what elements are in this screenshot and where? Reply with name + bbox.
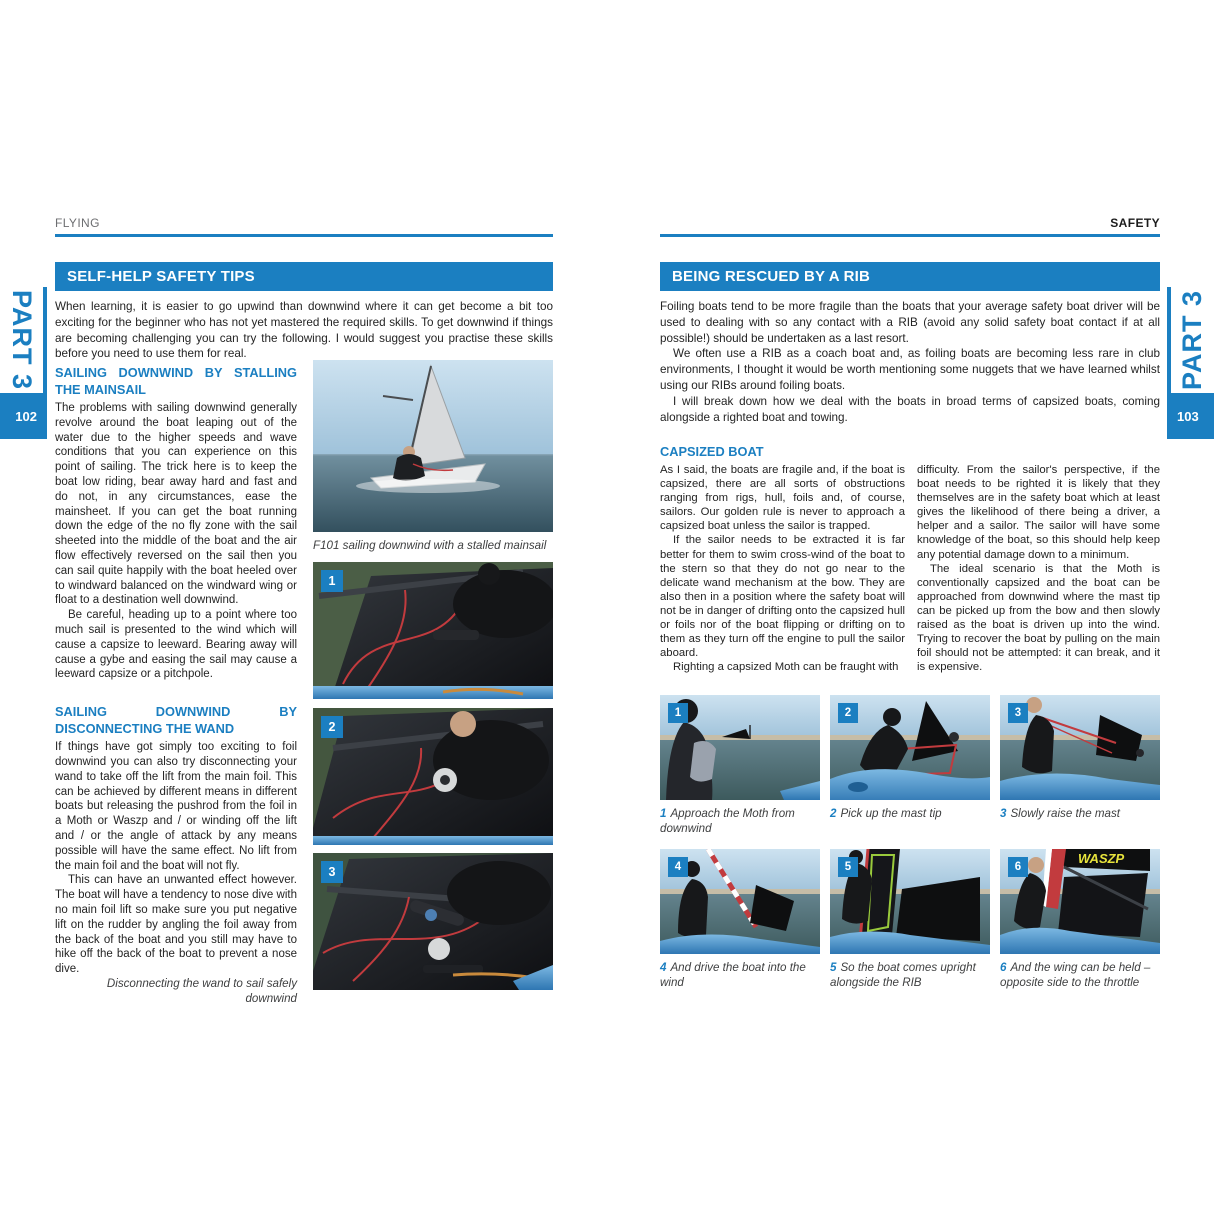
photo-wand-step-3 xyxy=(313,853,553,990)
caption-number: 2 xyxy=(830,807,837,820)
photo-caption-1 xyxy=(660,806,820,836)
step-badge: 3 xyxy=(1008,703,1028,723)
photo-rescue-step-6 xyxy=(1000,849,1160,954)
photo-wand-step-1-art xyxy=(313,562,553,699)
section-heading-capsized: CAPSIZED BOAT xyxy=(660,444,764,459)
moth-photo-caption: F101 sailing downwind with a stalled mainsail xyxy=(313,539,547,552)
caption-number: 4 xyxy=(660,961,667,974)
right-intro xyxy=(660,299,1160,425)
left-intro xyxy=(55,299,553,362)
wand-caption: Disconnecting the wand to sail safely downwind xyxy=(106,977,297,1005)
left-text-column xyxy=(55,365,297,977)
photo-rescue-step-3 xyxy=(1000,695,1160,800)
section-heading-wand: SAILING DOWNWIND BY DISCONNECTING THE WAND xyxy=(55,704,297,736)
photo-moth-sailing xyxy=(313,360,553,532)
caption-text: Slowly raise the mast xyxy=(1010,807,1120,820)
caption-text: And drive the boat into the wind xyxy=(660,961,806,989)
left-intro-paragraph: When learning, it is easier to go upwind than downwind where it can get become a bit too exciting for the beginner who has not yet mastered the required skills. To get downwind if things are becoming challenging you can try the following. I would suggest you practise these skills before you need to use them for real. xyxy=(55,300,553,361)
caption-number: 6 xyxy=(1000,961,1007,974)
header-rule-right xyxy=(660,234,1160,237)
caption-text: Approach the Moth from downwind xyxy=(660,807,795,835)
body-paragraph: If things have got simply too exciting to foil downwind you can also try disconnecting your wand to take off the lift from the main foil. This can be achieved by different means in different boats but releasing the pushrod from the foil in a Moth or Waszp and / or winding off the lift and / or the angle of attack by any means possible will have the same effect. No lift from the main foil and the boat will not fly. xyxy=(55,741,297,872)
body-paragraph: difficulty. From the sailor's perspective, if the boat needs to be righted it is likely that they themselves are in the safety boat which at least gives the likelihood of there being a driver, a helper and a sailor. The sailor will have some knowledge of the boat, so this should help keep any potential damage down to a minimum. xyxy=(917,464,1160,561)
sail-brand-text: WASZP xyxy=(1078,851,1125,866)
photo-caption-2 xyxy=(830,806,990,821)
caption-number: 5 xyxy=(830,961,837,974)
caption-text: And the wing can be held – opposite side to the throttle xyxy=(1000,961,1151,989)
photo-rescue-step-4 xyxy=(660,849,820,954)
photo-rescue-step-5 xyxy=(830,849,990,954)
step-badge: 5 xyxy=(838,857,858,877)
photo-caption-4 xyxy=(660,960,820,990)
section-heading-stalling: SAILING DOWNWIND BY STALLING THE MAINSAIL xyxy=(55,365,297,397)
caption-text: Pick up the mast tip xyxy=(840,807,942,820)
step-badge: 3 xyxy=(321,861,343,883)
photo-caption-5 xyxy=(830,960,990,990)
part-label-right: PART 3 xyxy=(1177,290,1207,391)
capsized-column-1 xyxy=(660,463,905,674)
spine-strip-left xyxy=(43,287,47,439)
body-paragraph: If the sailor needs to be extracted it is far better for them to swim cross-wind of the boat to the stern so that they do not go near to the delicate wand mechanism at the bow. They are also then in a position where the safety boat will not be in danger of drifting onto the capsized hull or foils nor of the boat flipping or drifting on to them as they turn off the engine to pull the sailor aboard. xyxy=(660,534,905,660)
step-badge: 1 xyxy=(668,703,688,723)
header-rule-left xyxy=(55,234,553,237)
photo-caption-6 xyxy=(1000,960,1160,990)
page-number-left: 102 xyxy=(0,393,43,439)
photo-rescue-step-2 xyxy=(830,695,990,800)
right-intro-paragraph: I will break down how we deal with the boats in broad terms of capsized boats, coming alongside a righted boat and towing. xyxy=(660,394,1160,424)
section-banner-right: BEING RESCUED BY A RIB xyxy=(660,262,1160,291)
body-paragraph: The ideal scenario is that the Moth is conventionally capsized and the boat can be approached from downwind where the mast tip can be picked up from the bow and then slowly raised as the boat is driven up into the wind. Trying to recover the boat by pulling on the main foil should not be attempted: it can break, and it is expensive. xyxy=(917,562,1160,674)
caption-number: 3 xyxy=(1000,807,1007,820)
page-number-right: 103 xyxy=(1171,393,1214,439)
caption-text: So the boat comes upright alongside the RIB xyxy=(830,961,976,989)
step-badge: 4 xyxy=(668,857,688,877)
step-badge: 2 xyxy=(838,703,858,723)
photo-caption-3 xyxy=(1000,806,1160,821)
body-paragraph: The problems with sailing downwind generally revolve around the boat leaping out of the water due to the higher speeds and wave conditions that you can experience on this point of sailing. The trick here is to keep the boat low riding, bear away hard and fast and do not, in any circumstances, ease the mainsheet. If you can get the boat running down the edge of the no fly zone with the sail sheeted into the middle of the boat and the air flow effectively reversed on the sail then you can sail quite happily with the boat heeled over to windward balanced on the windward wing or float to a destination well downwind. xyxy=(55,402,297,607)
capsized-column-2 xyxy=(917,463,1160,674)
photo-wand-step-2-art xyxy=(313,708,553,845)
body-paragraph: Righting a capsized Moth can be fraught with xyxy=(673,661,899,674)
body-paragraph: This can have an unwanted effect however. The boat will have a tendency to nose dive with no main foil lift so make sure you put negative lift on the rudder by angling the foil away from the back of the boat and you still may have to hike off the back of the boat to prevent a nose dive. xyxy=(55,874,297,976)
part-label-left: PART 3 xyxy=(7,289,37,390)
photo-moth-sailing-art xyxy=(313,360,553,532)
running-head-right: SAFETY xyxy=(1110,216,1160,230)
right-intro-paragraph: We often use a RIB as a coach boat and, as foiling boats are becoming less rare in club environments, I thought it would be worth mentioning some nuggets that we have learned whilst using our RIBs around foiling boats. xyxy=(660,347,1160,392)
body-paragraph: As I said, the boats are fragile and, if the boat is capsized, there are all sorts of obstructions ranging from rigs, hull, foils and, of course, sailors. Our golden rule is never to approach a capsized boat unless the sailor is trapped. xyxy=(660,464,905,533)
body-paragraph: Be careful, heading up to a point where too much sail is presented to the wind which will cause a capsize to leeward. Bearing away will cause a gybe and easing the sail may cause a leeward capsize or a pitchpole. xyxy=(55,609,297,681)
section-banner-left: SELF-HELP SAFETY TIPS xyxy=(55,262,553,291)
right-intro-paragraph: Foiling boats tend to be more fragile than the boats that your average safety boat driver will be used to dealing with so any contact with a RIB (avoid any solid safety boat contact if at all possible!) should be undertaken as a last resort. xyxy=(660,300,1160,345)
photo-rescue-step-1 xyxy=(660,695,820,800)
running-head-left: FLYING xyxy=(55,216,100,230)
photo-wand-step-3-art xyxy=(313,853,553,990)
step-badge: 1 xyxy=(321,570,343,592)
photo-wand-step-2 xyxy=(313,708,553,845)
photo-wand-step-1 xyxy=(313,562,553,699)
step-badge: 6 xyxy=(1008,857,1028,877)
spine-strip-right xyxy=(1167,287,1171,439)
caption-number: 1 xyxy=(660,807,667,820)
step-badge: 2 xyxy=(321,716,343,738)
